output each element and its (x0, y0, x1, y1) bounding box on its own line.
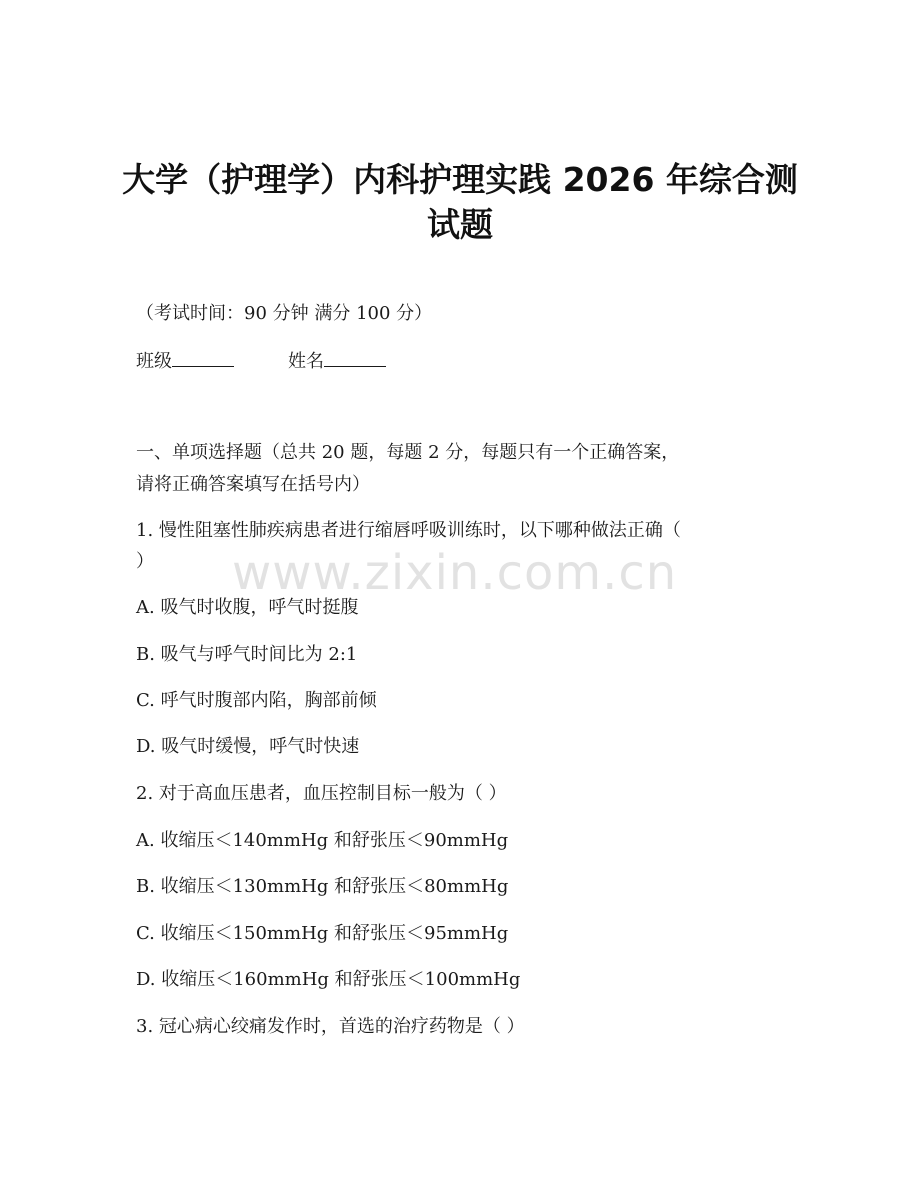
document-title-line-2: 试题 (427, 205, 493, 244)
question-2-option-c: C. 收缩压＜150mmHg 和舒张压＜95mmHg (136, 923, 509, 944)
class-name-row (136, 349, 386, 375)
name-blank[interactable] (324, 350, 386, 367)
class-label: 班级 (136, 351, 172, 372)
question-2-option-a: A. 收缩压＜140mmHg 和舒张压＜90mmHg (136, 830, 509, 851)
document-title-line-1: 大学（护理学）内科护理实践 2026 年综合测 (122, 160, 798, 199)
question-1-stem: 1. 慢性阻塞性肺疾病患者进行缩唇呼吸训练时，以下哪种做法正确（ (136, 520, 681, 541)
exam-time-and-score: （考试时间：90 分钟 满分 100 分） (136, 303, 433, 324)
watermark-text: www.zixin.com.cn (232, 545, 678, 601)
question-2-option-b: B. 收缩压＜130mmHg 和舒张压＜80mmHg (136, 876, 509, 897)
question-2-stem: 2. 对于高血压患者，血压控制目标一般为（ ） (136, 783, 507, 804)
section-heading-line-1: 一、单项选择题（总共 20 题，每题 2 分，每题只有一个正确答案， (136, 442, 680, 463)
question-1-option-d: D. 吸气时缓慢，呼气时快速 (136, 736, 360, 757)
question-3-stem: 3. 冠心病心绞痛发作时，首选的治疗药物是（ ） (136, 1016, 525, 1037)
question-1-stem-cont: ） (136, 551, 154, 572)
section-heading-line-2: 请将正确答案填写在括号内） (136, 474, 370, 495)
question-2-option-d: D. 收缩压＜160mmHg 和舒张压＜100mmHg (136, 969, 521, 990)
question-1-option-b: B. 吸气与呼气时间比为 2:1 (136, 644, 358, 665)
name-label: 姓名 (288, 351, 324, 372)
question-1-option-c: C. 呼气时腹部内陷，胸部前倾 (136, 690, 377, 711)
question-1-option-a: A. 吸气时收腹，呼气时挺腹 (136, 597, 359, 618)
class-blank[interactable] (172, 350, 234, 367)
